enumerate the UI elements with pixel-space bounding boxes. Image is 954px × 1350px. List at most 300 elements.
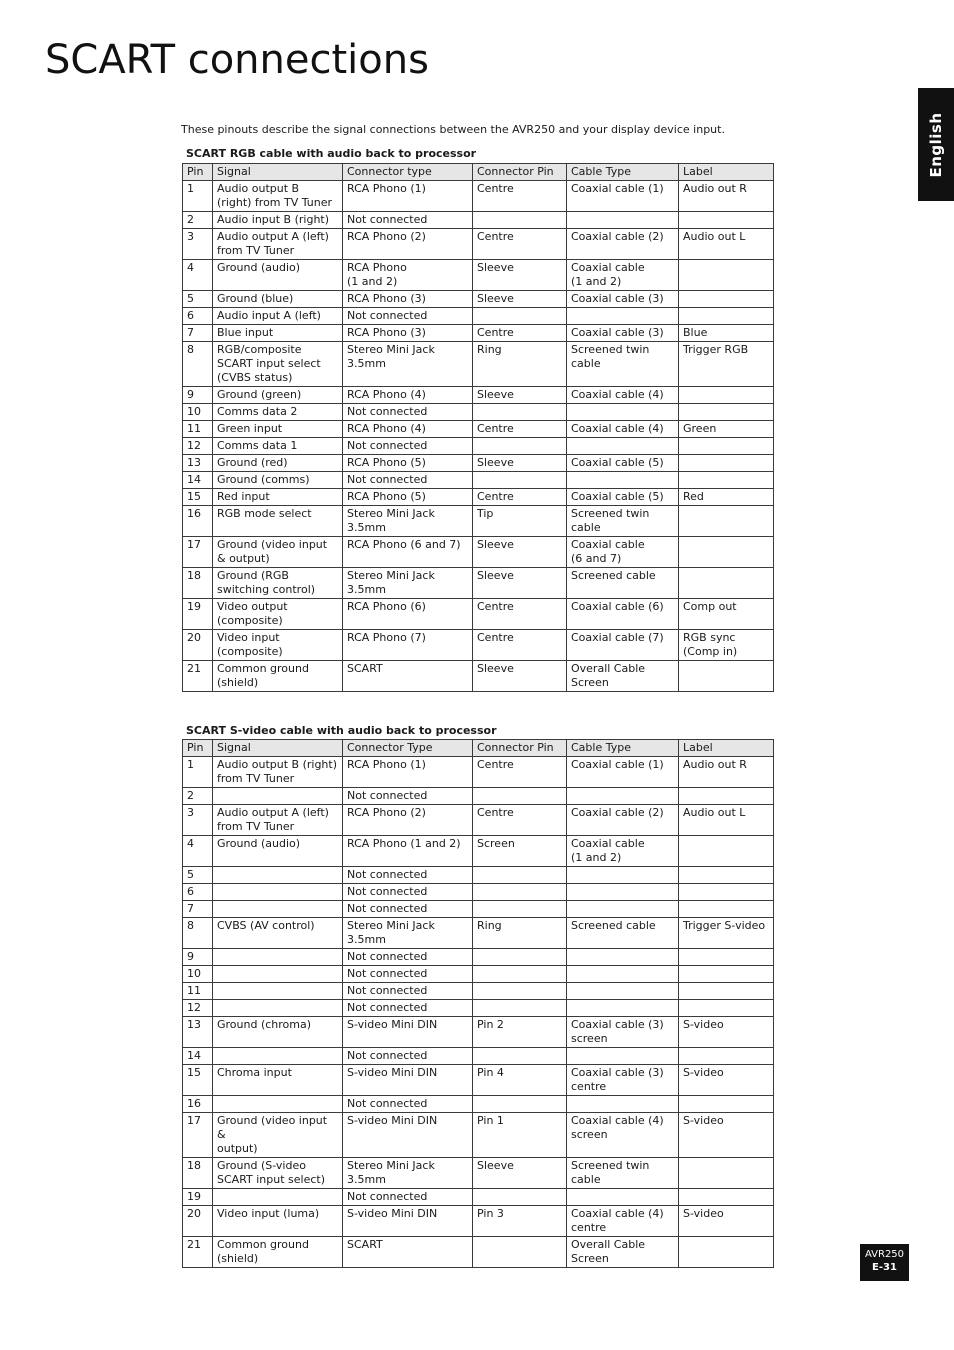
cell-connector-pin	[473, 438, 567, 455]
cell-connector-type: Not connected	[343, 1096, 473, 1113]
cell-cable-type: Screened cable	[567, 568, 679, 599]
cell-label	[679, 387, 774, 404]
cell-connector-pin: Centre	[473, 229, 567, 260]
cell-label	[679, 404, 774, 421]
cell-signal: Blue input	[213, 325, 343, 342]
cell-pin: 4	[183, 260, 213, 291]
cell-pin: 15	[183, 1065, 213, 1096]
cell-connector-type: RCA Phono (1 and 2)	[343, 260, 473, 291]
table-row	[183, 1017, 774, 1048]
header-connector-pin: Connector Pin	[473, 164, 567, 181]
cell-connector-pin	[473, 1236, 567, 1267]
cell-pin: 2	[183, 788, 213, 805]
cell-connector-pin: Sleeve	[473, 387, 567, 404]
table-row	[183, 308, 774, 325]
cell-label	[679, 506, 774, 537]
cell-connector-pin	[473, 1188, 567, 1205]
cell-cable-type	[567, 949, 679, 966]
cell-signal	[213, 901, 343, 918]
cell-connector-pin: Sleeve	[473, 661, 567, 692]
table-row	[183, 212, 774, 229]
cell-label	[679, 438, 774, 455]
cell-signal: Ground (video input & output)	[213, 537, 343, 568]
cell-pin: 21	[183, 1236, 213, 1267]
cell-cable-type: Coaxial cable (3)	[567, 291, 679, 308]
cell-connector-type: Not connected	[343, 788, 473, 805]
cell-pin: 3	[183, 229, 213, 260]
cell-signal	[213, 788, 343, 805]
cell-label: Trigger S-video	[679, 918, 774, 949]
rgb-table-caption: SCART RGB cable with audio back to processor	[186, 147, 477, 160]
table-row	[183, 1096, 774, 1113]
cell-pin: 13	[183, 1017, 213, 1048]
table-row	[183, 455, 774, 472]
cell-connector-pin: Sleeve	[473, 260, 567, 291]
cell-cable-type: Screened twin cable	[567, 1157, 679, 1188]
cell-cable-type	[567, 884, 679, 901]
cell-connector-type: SCART	[343, 661, 473, 692]
table-row	[183, 506, 774, 537]
cell-label: S-video	[679, 1113, 774, 1158]
cell-label	[679, 260, 774, 291]
cell-connector-type: S-video Mini DIN	[343, 1205, 473, 1236]
cell-cable-type: Coaxial cable (1 and 2)	[567, 260, 679, 291]
cell-connector-type: RCA Phono (5)	[343, 489, 473, 506]
footer-page-number: E-31	[872, 1262, 897, 1273]
cell-connector-type: SCART	[343, 1236, 473, 1267]
svideo-table-caption: SCART S-video cable with audio back to processor	[186, 724, 497, 737]
cell-signal	[213, 884, 343, 901]
cell-label: Comp out	[679, 599, 774, 630]
cell-pin: 7	[183, 901, 213, 918]
cell-pin: 11	[183, 983, 213, 1000]
cell-label	[679, 568, 774, 599]
table-row	[183, 983, 774, 1000]
cell-signal	[213, 983, 343, 1000]
cell-connector-pin: Centre	[473, 630, 567, 661]
table-row	[183, 901, 774, 918]
cell-cable-type: Coaxial cable (3) centre	[567, 1065, 679, 1096]
cell-cable-type	[567, 404, 679, 421]
cell-signal	[213, 1048, 343, 1065]
table-row	[183, 867, 774, 884]
cell-cable-type	[567, 308, 679, 325]
cell-signal: Comms data 2	[213, 404, 343, 421]
cell-signal: Ground (video input & output)	[213, 1113, 343, 1158]
cell-label: Audio out R	[679, 757, 774, 788]
cell-signal: Video input (composite)	[213, 630, 343, 661]
cell-pin: 1	[183, 757, 213, 788]
footer-model: AVR250	[864, 1249, 905, 1260]
cell-cable-type: Coaxial cable (1 and 2)	[567, 836, 679, 867]
table-row	[183, 537, 774, 568]
cell-connector-type: Stereo Mini Jack 3.5mm	[343, 1157, 473, 1188]
cell-signal: Common ground (shield)	[213, 1236, 343, 1267]
cell-pin: 11	[183, 421, 213, 438]
cell-label	[679, 1157, 774, 1188]
cell-connector-type: Not connected	[343, 901, 473, 918]
intro-text: These pinouts describe the signal connections between the AVR250 and your display device input.	[181, 123, 725, 136]
cell-connector-type: Not connected	[343, 404, 473, 421]
cell-cable-type: Coaxial cable (5)	[567, 455, 679, 472]
table-row	[183, 568, 774, 599]
cell-connector-pin: Sleeve	[473, 568, 567, 599]
cell-connector-pin: Tip	[473, 506, 567, 537]
cell-label: Audio out L	[679, 805, 774, 836]
cell-cable-type: Coaxial cable (1)	[567, 757, 679, 788]
cell-signal: Audio input B (right)	[213, 212, 343, 229]
cell-cable-type: Screened twin cable	[567, 506, 679, 537]
cell-signal: Ground (chroma)	[213, 1017, 343, 1048]
cell-pin: 9	[183, 387, 213, 404]
cell-label	[679, 1000, 774, 1017]
cell-connector-type: Not connected	[343, 867, 473, 884]
cell-signal: Ground (RGB switching control)	[213, 568, 343, 599]
cell-cable-type	[567, 438, 679, 455]
cell-label	[679, 949, 774, 966]
cell-signal: RGB/composite SCART input select (CVBS status)	[213, 342, 343, 387]
cell-connector-type: Not connected	[343, 983, 473, 1000]
cell-pin: 5	[183, 291, 213, 308]
table-row	[183, 1000, 774, 1017]
cell-signal: Ground (S-video SCART input select)	[213, 1157, 343, 1188]
cell-connector-pin: Sleeve	[473, 1157, 567, 1188]
cell-signal: Audio output B (right) from TV Tuner	[213, 757, 343, 788]
cell-connector-type: Stereo Mini Jack 3.5mm	[343, 506, 473, 537]
cell-label: Trigger RGB	[679, 342, 774, 387]
cell-connector-type: RCA Phono (5)	[343, 455, 473, 472]
cell-pin: 12	[183, 1000, 213, 1017]
cell-pin: 16	[183, 1096, 213, 1113]
table-row	[183, 1236, 774, 1267]
cell-pin: 19	[183, 1188, 213, 1205]
cell-label	[679, 308, 774, 325]
cell-connector-type: RCA Phono (7)	[343, 630, 473, 661]
cell-signal	[213, 949, 343, 966]
cell-connector-pin	[473, 1000, 567, 1017]
cell-connector-pin: Centre	[473, 599, 567, 630]
cell-connector-type: Stereo Mini Jack 3.5mm	[343, 342, 473, 387]
cell-signal: Ground (audio)	[213, 260, 343, 291]
cell-cable-type	[567, 901, 679, 918]
cell-label: S-video	[679, 1017, 774, 1048]
cell-cable-type: Overall Cable Screen	[567, 1236, 679, 1267]
cell-connector-type: RCA Phono (3)	[343, 325, 473, 342]
cell-connector-type: RCA Phono (3)	[343, 291, 473, 308]
cell-label	[679, 1096, 774, 1113]
table-row	[183, 438, 774, 455]
cell-pin: 14	[183, 1048, 213, 1065]
cell-label	[679, 836, 774, 867]
page-number-badge	[860, 1244, 909, 1281]
cell-label	[679, 788, 774, 805]
cell-connector-type: S-video Mini DIN	[343, 1017, 473, 1048]
cell-connector-type: RCA Phono (1 and 2)	[343, 836, 473, 867]
cell-signal: RGB mode select	[213, 506, 343, 537]
cell-label: Audio out L	[679, 229, 774, 260]
cell-label	[679, 291, 774, 308]
cell-cable-type: Coaxial cable (2)	[567, 805, 679, 836]
cell-cable-type: Coaxial cable (2)	[567, 229, 679, 260]
cell-connector-pin: Pin 3	[473, 1205, 567, 1236]
cell-pin: 20	[183, 630, 213, 661]
cell-cable-type: Coaxial cable (6 and 7)	[567, 537, 679, 568]
cell-connector-pin: Pin 4	[473, 1065, 567, 1096]
header-pin: Pin	[183, 740, 213, 757]
cell-signal	[213, 1188, 343, 1205]
cell-cable-type: Coaxial cable (3)	[567, 325, 679, 342]
cell-pin: 21	[183, 661, 213, 692]
table-row	[183, 404, 774, 421]
cell-label: S-video	[679, 1065, 774, 1096]
cell-pin: 6	[183, 308, 213, 325]
table-row	[183, 757, 774, 788]
cell-signal: Audio output B (right) from TV Tuner	[213, 181, 343, 212]
cell-pin: 10	[183, 404, 213, 421]
cell-connector-pin	[473, 901, 567, 918]
table-row	[183, 949, 774, 966]
table-row	[183, 661, 774, 692]
cell-cable-type: Coaxial cable (4)	[567, 387, 679, 404]
cell-connector-pin: Sleeve	[473, 455, 567, 472]
table-row	[183, 472, 774, 489]
cell-connector-type: Not connected	[343, 1188, 473, 1205]
cell-connector-pin: Centre	[473, 489, 567, 506]
cell-cable-type: Coaxial cable (4) screen	[567, 1113, 679, 1158]
language-tab-label: English	[927, 111, 945, 178]
header-cable-type: Cable Type	[567, 164, 679, 181]
cell-connector-pin	[473, 1048, 567, 1065]
table-row	[183, 1113, 774, 1158]
cell-connector-pin	[473, 472, 567, 489]
cell-connector-pin: Centre	[473, 421, 567, 438]
page-title: SCART connections	[45, 37, 429, 83]
cell-connector-type: RCA Phono (6 and 7)	[343, 537, 473, 568]
header-connector-type: Connector Type	[343, 740, 473, 757]
cell-connector-pin: Ring	[473, 918, 567, 949]
cell-connector-pin: Sleeve	[473, 537, 567, 568]
cell-pin: 18	[183, 568, 213, 599]
cell-connector-pin: Centre	[473, 181, 567, 212]
cell-cable-type: Overall Cable Screen	[567, 661, 679, 692]
cell-connector-type: Not connected	[343, 1000, 473, 1017]
cell-connector-pin: Ring	[473, 342, 567, 387]
cell-signal: Video input (luma)	[213, 1205, 343, 1236]
table-row	[183, 260, 774, 291]
cell-connector-pin	[473, 966, 567, 983]
cell-cable-type	[567, 867, 679, 884]
cell-connector-pin: Pin 2	[473, 1017, 567, 1048]
cell-signal	[213, 966, 343, 983]
cell-label	[679, 1236, 774, 1267]
cell-connector-pin	[473, 949, 567, 966]
table-row	[183, 1048, 774, 1065]
table-row	[183, 1065, 774, 1096]
cell-connector-pin: Sleeve	[473, 291, 567, 308]
cell-signal: Comms data 1	[213, 438, 343, 455]
cell-cable-type: Coaxial cable (4) centre	[567, 1205, 679, 1236]
header-signal: Signal	[213, 740, 343, 757]
cell-cable-type: Coaxial cable (3) screen	[567, 1017, 679, 1048]
svideo-pinout-table	[182, 739, 774, 1268]
cell-connector-pin	[473, 884, 567, 901]
cell-label	[679, 212, 774, 229]
table-row	[183, 325, 774, 342]
cell-pin: 8	[183, 918, 213, 949]
cell-label	[679, 901, 774, 918]
cell-connector-type: Not connected	[343, 966, 473, 983]
cell-pin: 19	[183, 599, 213, 630]
cell-pin: 17	[183, 1113, 213, 1158]
cell-signal: Ground (blue)	[213, 291, 343, 308]
cell-connector-type: Not connected	[343, 438, 473, 455]
table-row	[183, 1157, 774, 1188]
header-connector-type: Connector type	[343, 164, 473, 181]
cell-connector-pin	[473, 404, 567, 421]
cell-pin: 10	[183, 966, 213, 983]
header-connector-pin: Connector Pin	[473, 740, 567, 757]
cell-connector-pin: Pin 1	[473, 1113, 567, 1158]
cell-connector-pin	[473, 983, 567, 1000]
cell-cable-type	[567, 1000, 679, 1017]
cell-connector-type: RCA Phono (1)	[343, 181, 473, 212]
cell-signal: CVBS (AV control)	[213, 918, 343, 949]
cell-pin: 12	[183, 438, 213, 455]
cell-label: S-video	[679, 1205, 774, 1236]
table-row	[183, 788, 774, 805]
cell-cable-type: Coaxial cable (1)	[567, 181, 679, 212]
cell-cable-type: Coaxial cable (4)	[567, 421, 679, 438]
cell-signal: Ground (green)	[213, 387, 343, 404]
cell-cable-type	[567, 472, 679, 489]
cell-label	[679, 983, 774, 1000]
cell-cable-type: Screened cable	[567, 918, 679, 949]
cell-connector-pin	[473, 1096, 567, 1113]
cell-label	[679, 661, 774, 692]
table-row	[183, 630, 774, 661]
table-row	[183, 181, 774, 212]
cell-label	[679, 966, 774, 983]
cell-label	[679, 472, 774, 489]
table-row	[183, 291, 774, 308]
cell-connector-type: Not connected	[343, 884, 473, 901]
cell-pin: 3	[183, 805, 213, 836]
cell-cable-type: Coaxial cable (5)	[567, 489, 679, 506]
language-tab	[918, 88, 954, 201]
table-row	[183, 1205, 774, 1236]
cell-signal: Ground (comms)	[213, 472, 343, 489]
cell-signal	[213, 1096, 343, 1113]
cell-label	[679, 537, 774, 568]
rgb-pinout-table	[182, 163, 774, 692]
cell-signal: Green input	[213, 421, 343, 438]
cell-connector-type: RCA Phono (6)	[343, 599, 473, 630]
cell-label	[679, 867, 774, 884]
cell-connector-pin	[473, 212, 567, 229]
cell-connector-type: RCA Phono (4)	[343, 387, 473, 404]
cell-connector-type: RCA Phono (2)	[343, 229, 473, 260]
cell-cable-type	[567, 1048, 679, 1065]
table-row	[183, 229, 774, 260]
cell-cable-type: Coaxial cable (6)	[567, 599, 679, 630]
cell-cable-type: Coaxial cable (7)	[567, 630, 679, 661]
cell-connector-type: RCA Phono (2)	[343, 805, 473, 836]
table-row	[183, 1188, 774, 1205]
table-row	[183, 387, 774, 404]
cell-signal: Video output (composite)	[213, 599, 343, 630]
cell-connector-type: Not connected	[343, 212, 473, 229]
cell-connector-pin	[473, 788, 567, 805]
cell-signal: Ground (red)	[213, 455, 343, 472]
cell-label: RGB sync (Comp in)	[679, 630, 774, 661]
cell-pin: 18	[183, 1157, 213, 1188]
cell-pin: 14	[183, 472, 213, 489]
table-row	[183, 599, 774, 630]
cell-label	[679, 1048, 774, 1065]
cell-connector-type: S-video Mini DIN	[343, 1113, 473, 1158]
cell-connector-pin: Screen	[473, 836, 567, 867]
cell-connector-pin	[473, 867, 567, 884]
cell-connector-type: Not connected	[343, 472, 473, 489]
cell-cable-type	[567, 966, 679, 983]
cell-cable-type	[567, 1188, 679, 1205]
cell-connector-type: S-video Mini DIN	[343, 1065, 473, 1096]
table-row	[183, 421, 774, 438]
header-label: Label	[679, 164, 774, 181]
table-header-row	[183, 740, 774, 757]
cell-connector-type: RCA Phono (4)	[343, 421, 473, 438]
cell-label	[679, 1188, 774, 1205]
cell-label	[679, 884, 774, 901]
cell-pin: 8	[183, 342, 213, 387]
cell-pin: 9	[183, 949, 213, 966]
cell-connector-type: Not connected	[343, 949, 473, 966]
cell-connector-pin	[473, 308, 567, 325]
cell-cable-type	[567, 788, 679, 805]
cell-connector-type: Stereo Mini Jack 3.5mm	[343, 568, 473, 599]
table-row	[183, 342, 774, 387]
cell-connector-type: RCA Phono (1)	[343, 757, 473, 788]
cell-label	[679, 455, 774, 472]
cell-label: Blue	[679, 325, 774, 342]
header-cable-type: Cable Type	[567, 740, 679, 757]
cell-pin: 2	[183, 212, 213, 229]
cell-pin: 1	[183, 181, 213, 212]
cell-label: Red	[679, 489, 774, 506]
cell-pin: 20	[183, 1205, 213, 1236]
cell-cable-type: Screened twin cable	[567, 342, 679, 387]
cell-pin: 6	[183, 884, 213, 901]
table-row	[183, 884, 774, 901]
table-row	[183, 918, 774, 949]
cell-connector-pin: Centre	[473, 757, 567, 788]
cell-pin: 17	[183, 537, 213, 568]
cell-signal: Red input	[213, 489, 343, 506]
header-label: Label	[679, 740, 774, 757]
cell-signal: Audio output A (left) from TV Tuner	[213, 229, 343, 260]
cell-connector-type: Stereo Mini Jack 3.5mm	[343, 918, 473, 949]
cell-pin: 13	[183, 455, 213, 472]
cell-label: Green	[679, 421, 774, 438]
cell-cable-type	[567, 983, 679, 1000]
cell-connector-type: Not connected	[343, 1048, 473, 1065]
cell-pin: 4	[183, 836, 213, 867]
cell-pin: 5	[183, 867, 213, 884]
cell-signal: Common ground (shield)	[213, 661, 343, 692]
table-header-row	[183, 164, 774, 181]
header-signal: Signal	[213, 164, 343, 181]
cell-signal	[213, 867, 343, 884]
